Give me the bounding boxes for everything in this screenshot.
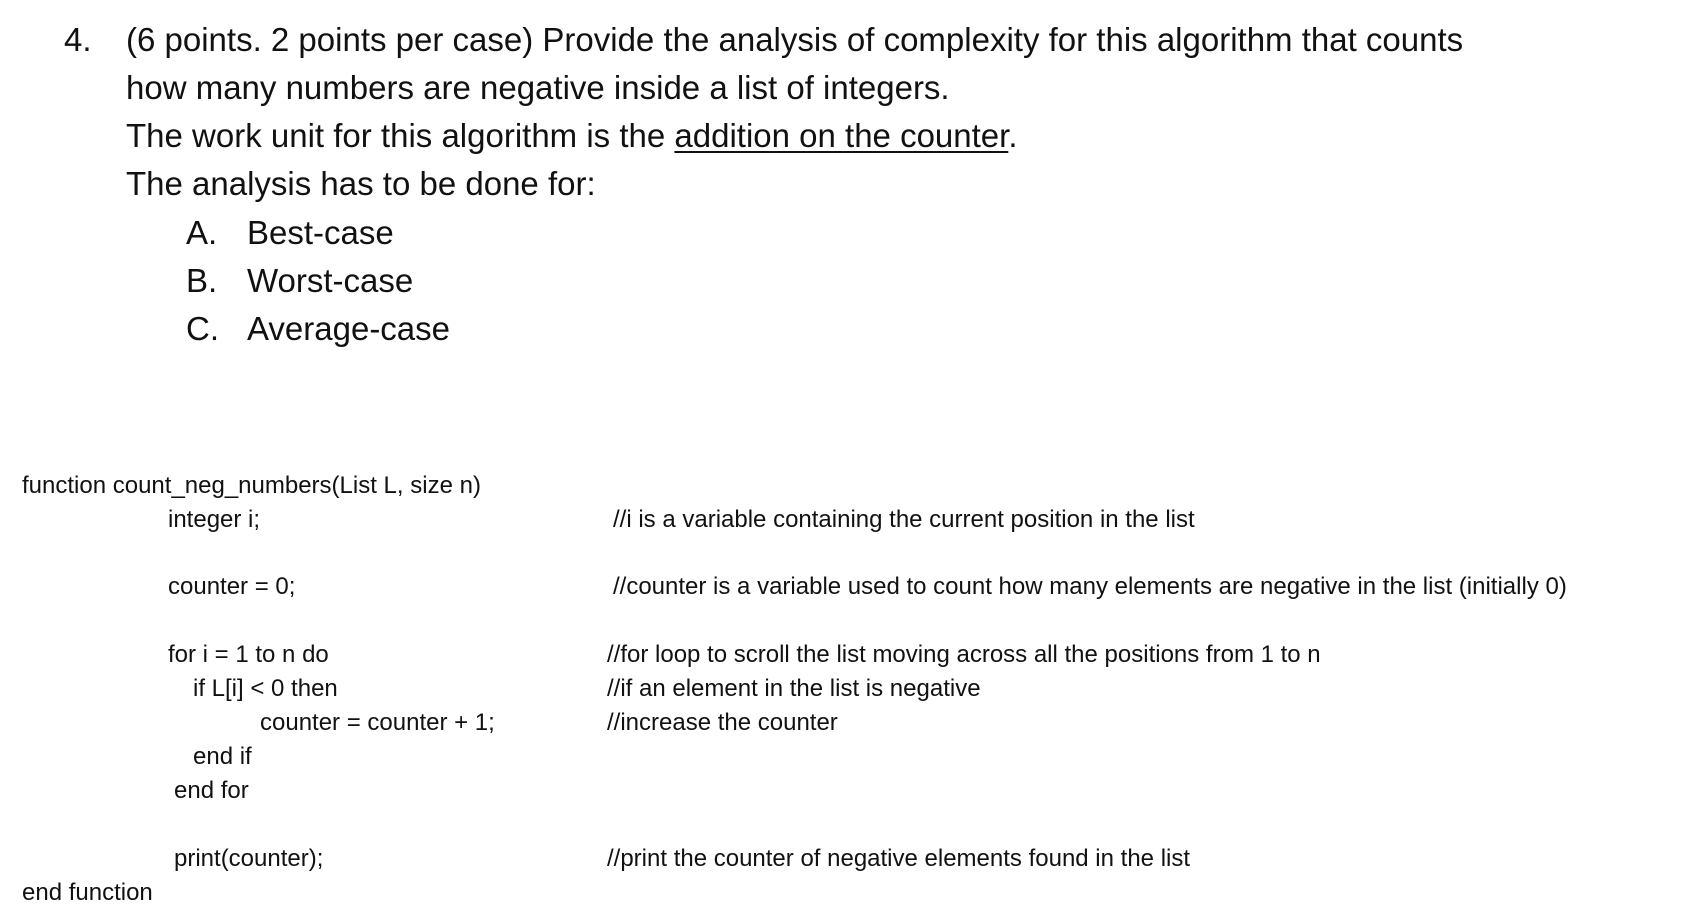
question-block — [0, 0, 1682, 380]
comment-for-loop: //for loop to scroll the list moving across all the positions from 1 to n — [607, 641, 1321, 668]
code-end-function: end function — [22, 879, 153, 906]
question-line-4: The analysis has to be done for: — [126, 165, 596, 202]
comment-print: //print the counter of negative elements found in the list — [607, 845, 1191, 872]
code-init-counter: counter = 0; — [168, 573, 296, 600]
question-line-1: (6 points. 2 points per case) Provide the analysis of complexity for this algorithm that counts — [126, 21, 1464, 58]
case-letter: B. — [186, 262, 218, 299]
work-unit-prefix: The work unit for this algorithm is the — [126, 117, 675, 154]
code-for-loop: for i = 1 to n do — [168, 641, 329, 668]
question-line-2: how many numbers are negative inside a list of integers. — [126, 69, 950, 106]
code-if-statement: if L[i] < 0 then — [193, 675, 338, 702]
comment-increment: //increase the counter — [607, 709, 838, 736]
code-increment: counter = counter + 1; — [260, 709, 495, 736]
code-end-if: end if — [193, 743, 252, 770]
code-print: print(counter); — [174, 845, 324, 872]
case-letter: A. — [186, 214, 218, 251]
comment-if-statement: //if an element in the list is negative — [607, 675, 981, 702]
code-function-signature: function count_neg_numbers(List L, size n) — [22, 472, 481, 499]
case-label: Best-case — [247, 214, 394, 251]
case-label: Worst-case — [247, 262, 414, 299]
code-end-for: end for — [174, 777, 249, 804]
work-unit-suffix: . — [1008, 117, 1018, 154]
code-declare-i: integer i; — [168, 506, 261, 533]
question-line-3 — [126, 112, 1018, 160]
question-number: 4. — [64, 21, 92, 58]
comment-init-counter: //counter is a variable used to count how many elements are negative in the list (initially 0) — [613, 573, 1567, 600]
work-unit-underlined: addition on the counter — [674, 117, 1009, 154]
comment-declare-i: //i is a variable containing the current position in the list — [613, 506, 1195, 533]
case-label: Average-case — [247, 310, 451, 347]
case-letter: C. — [186, 310, 219, 347]
